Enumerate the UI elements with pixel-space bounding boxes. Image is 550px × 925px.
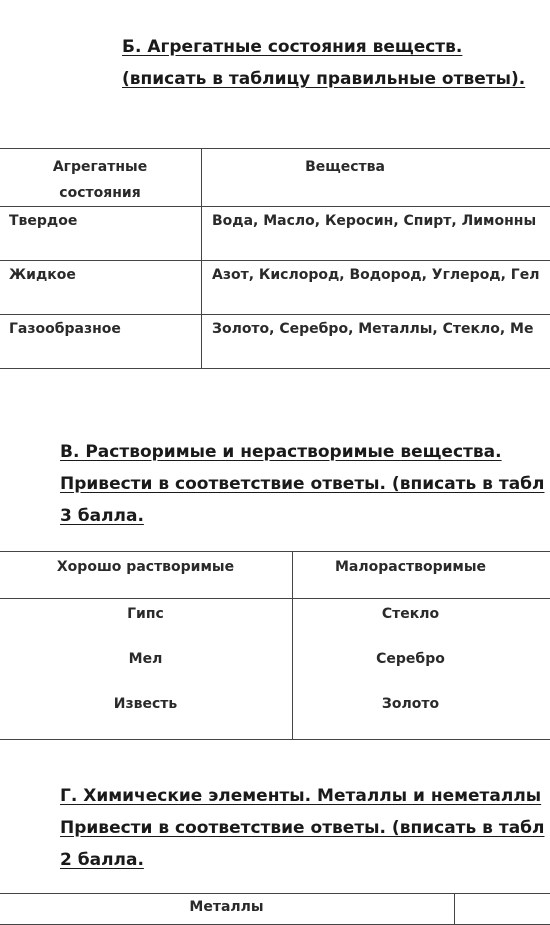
section-v-heading — [60, 444, 545, 525]
header-nonmetals — [455, 894, 550, 925]
list-item: Мел — [0, 649, 292, 694]
table-row — [0, 261, 550, 315]
header-metals: Металлы — [0, 894, 455, 925]
table-row — [0, 207, 550, 261]
header-low-soluble: Малорастворимые — [293, 552, 550, 599]
table-header-row — [0, 894, 550, 925]
state-cell: Газообразное — [0, 315, 202, 369]
list-item: Стекло — [293, 604, 528, 649]
states-table — [0, 148, 550, 369]
section-b-instruction: (вписать в таблицу правильные ответы). — [122, 71, 525, 88]
table-header-row — [0, 149, 550, 207]
section-g-points: 2 балла. — [60, 852, 545, 869]
header-states: Агрегатные состояния — [0, 149, 202, 207]
section-v-instruction: Привести в соответствие ответы. (вписать в табл — [60, 476, 545, 493]
header-substances: Вещества — [202, 149, 550, 207]
section-g-heading — [60, 788, 545, 869]
section-v-title: В. Растворимые и нерастворимые вещества. — [60, 444, 545, 461]
substances-cell: Азот, Кислород, Водород, Углерод, Гел — [202, 261, 550, 315]
solubility-table — [0, 551, 550, 740]
elements-table — [0, 893, 550, 925]
table-header-row — [0, 552, 550, 599]
section-g-instruction: Привести в соответствие ответы. (вписать в табл — [60, 820, 545, 837]
table-row — [0, 599, 550, 740]
list-item: Серебро — [293, 649, 528, 694]
substances-cell: Золото, Серебро, Металлы, Стекло, Ме — [202, 315, 550, 369]
section-b-heading — [122, 39, 525, 88]
header-soluble: Хорошо растворимые — [0, 552, 293, 599]
section-g-title: Г. Химические элементы. Металлы и неметаллы — [60, 788, 545, 805]
soluble-list — [0, 599, 293, 740]
list-item: Золото — [293, 694, 528, 739]
section-v-points: 3 балла. — [60, 508, 545, 525]
table-row — [0, 315, 550, 369]
substances-cell: Вода, Масло, Керосин, Спирт, Лимонны — [202, 207, 550, 261]
section-b-title: Б. Агрегатные состояния веществ. — [122, 39, 525, 56]
list-item: Гипс — [0, 604, 292, 649]
state-cell: Жидкое — [0, 261, 202, 315]
state-cell: Твердое — [0, 207, 202, 261]
list-item: Известь — [0, 694, 292, 739]
low-soluble-list — [293, 599, 550, 740]
